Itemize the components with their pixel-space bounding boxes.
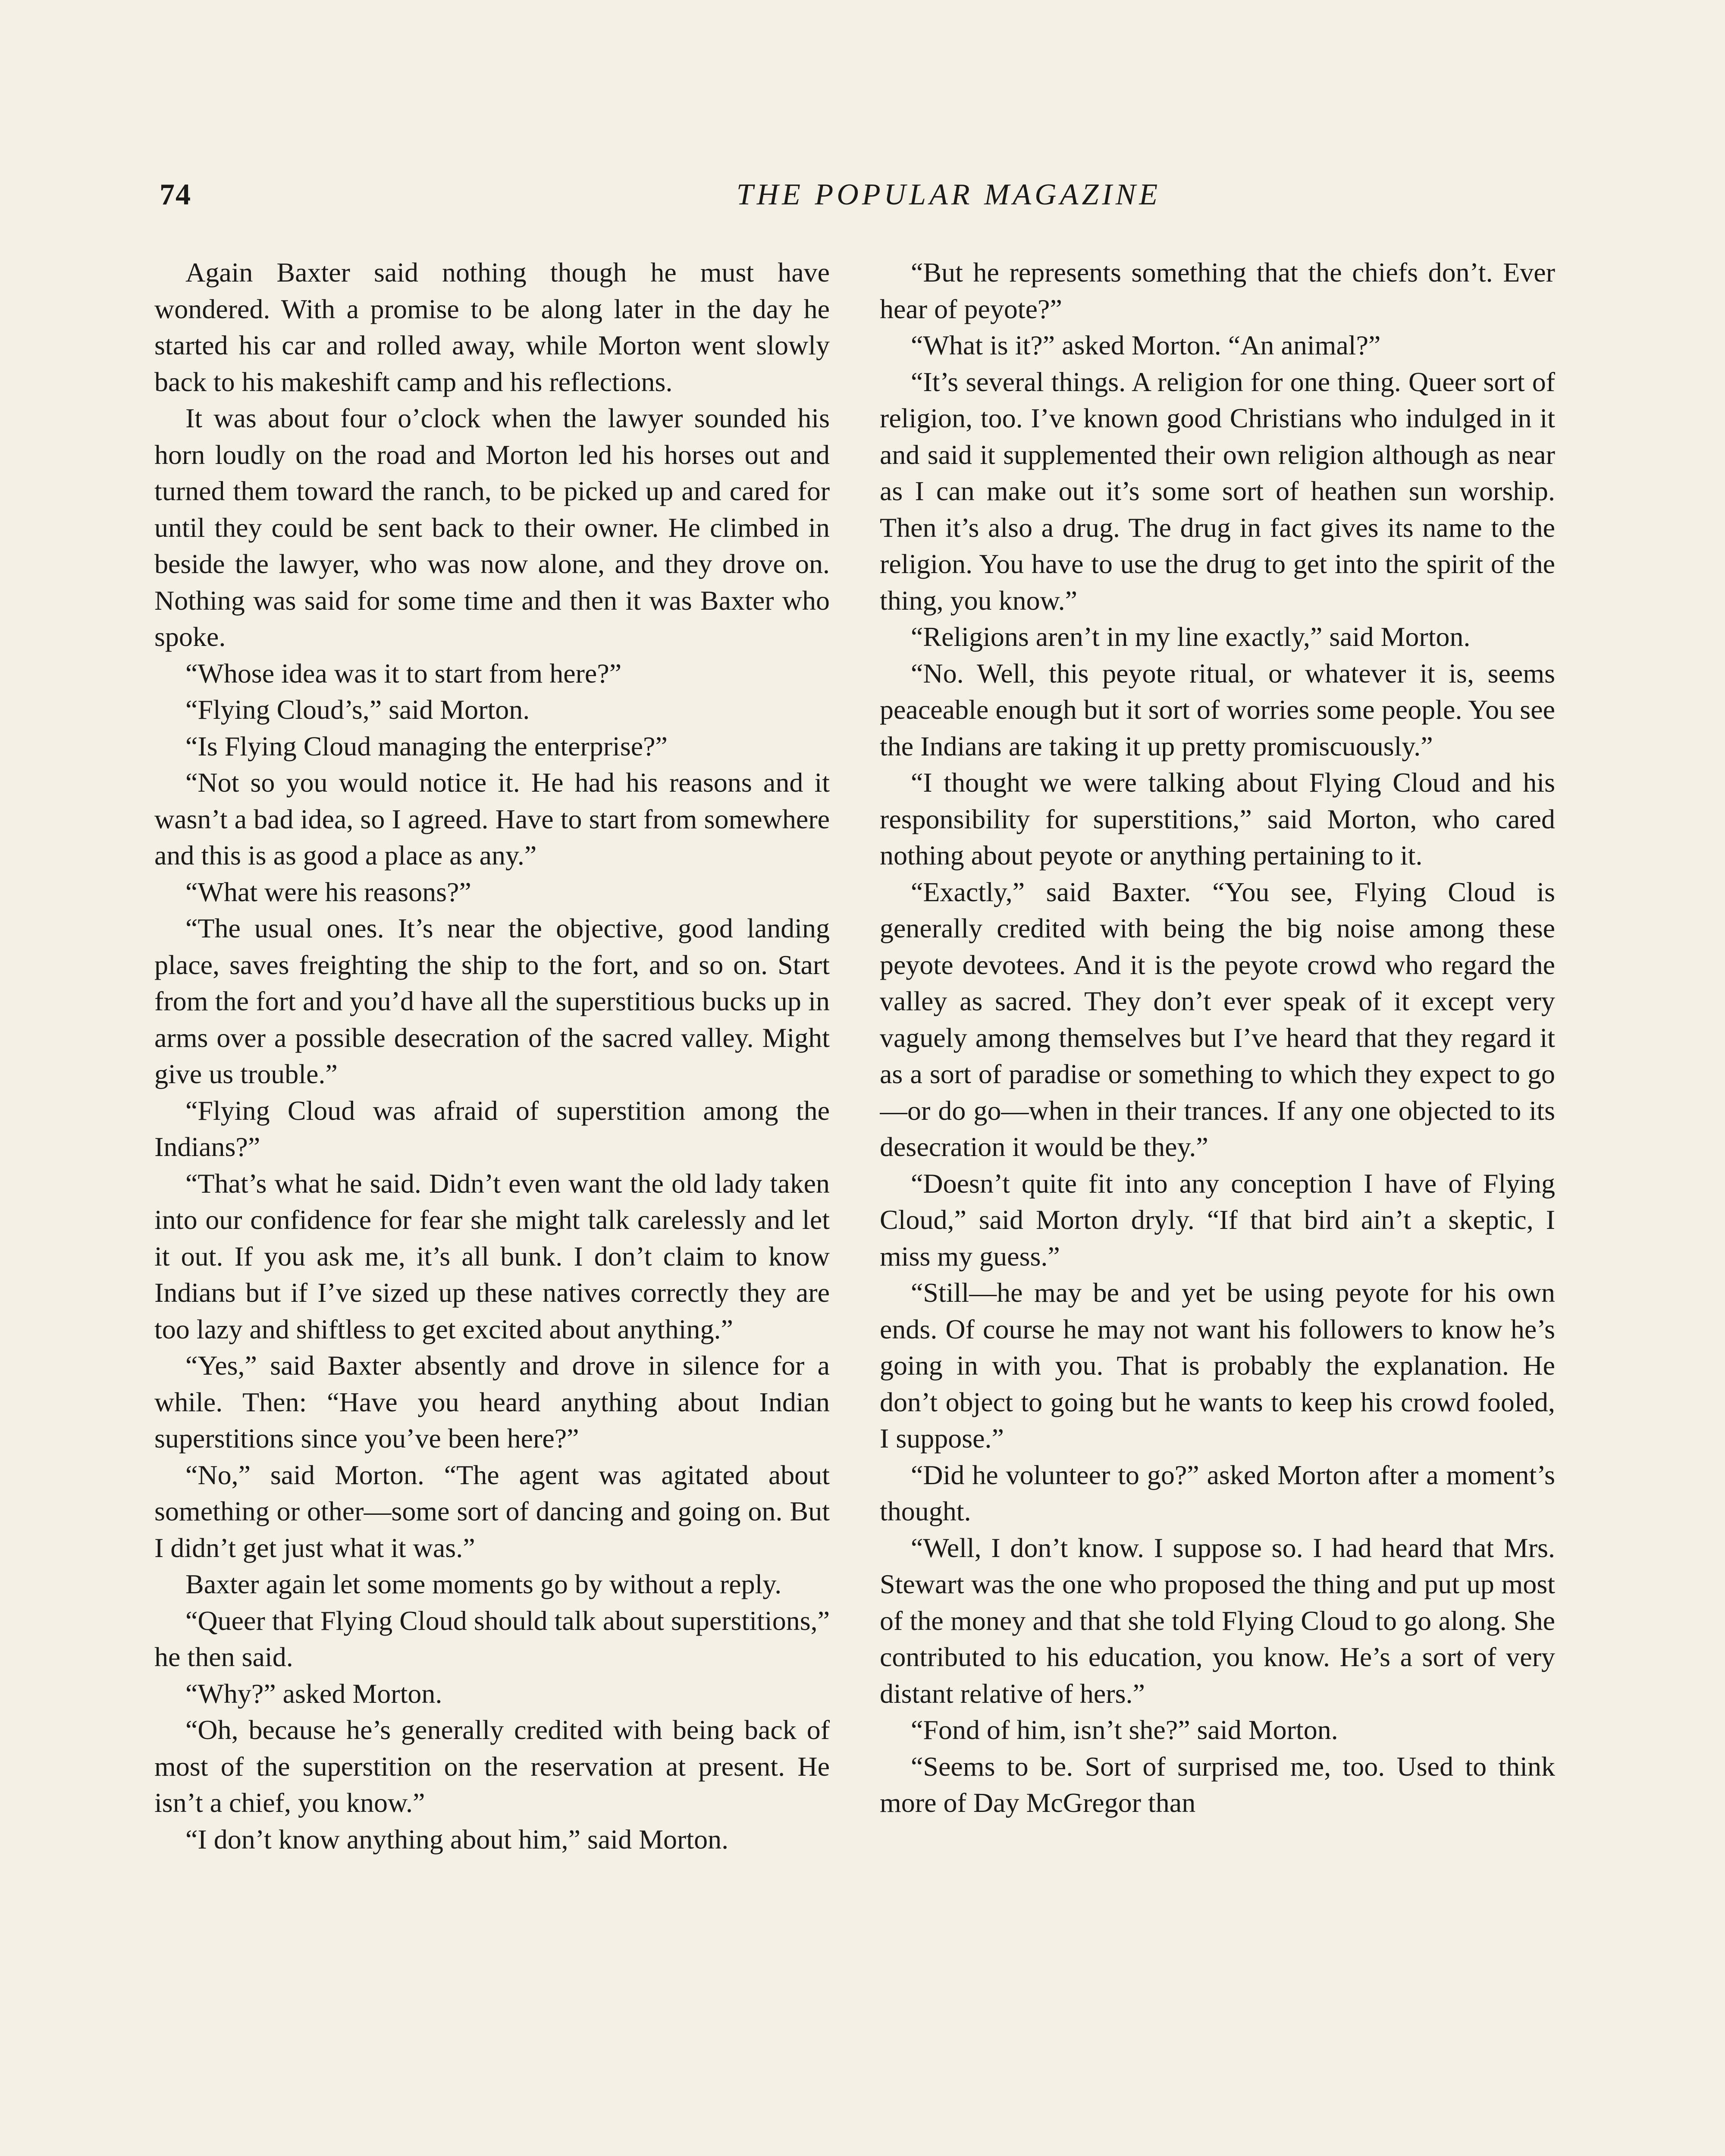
paragraph: “Fond of him, isn’t she?” said Morton. (911, 1714, 1338, 1745)
paragraph: “What were his reasons?” (185, 876, 471, 907)
paragraph: “Did he volunteer to go?” asked Morton after a moment’s thought. (880, 1459, 1555, 1526)
paragraph: “Is Flying Cloud managing the enterprise?” (185, 730, 668, 761)
left-column (154, 254, 830, 2156)
paragraph: “Well, I don’t know. I suppose so. I had heard that Mrs. Stewart was the one who proposed the thing and put up most of the money and that she told Flying Cloud to go along. She contributed to his education, you know. He’s a sort of very distant relative of hers.” (880, 1532, 1555, 1709)
paragraph: “I don’t know anything about him,” said Morton. (185, 1824, 729, 1855)
paragraph: “What is it?” asked Morton. “An animal?” (911, 330, 1381, 360)
paragraph: “Religions aren’t in my line exactly,” said Morton. (911, 621, 1471, 652)
running-head: THE POPULAR MAGAZINE (736, 178, 1161, 211)
paragraph: “But he represents something that the chiefs don’t. Ever hear of peyote?” (880, 257, 1555, 324)
paragraph: “Why?” asked Morton. (185, 1678, 442, 1709)
page-number: 74 (160, 178, 191, 211)
paragraph: “Flying Cloud’s,” said Morton. (185, 694, 530, 725)
paragraph: It was about four o’clock when the lawyer sounded his horn loudly on the road and Morton led his horses out and turned them toward the ranch, to be picked up and cared for until they could be sent back to their owner. He climbed in beside the lawyer, who was now alone, and they drove on. Nothing was said for some time and then it was Baxter who spoke. (154, 403, 830, 652)
paragraph: “Whose idea was it to start from here?” (185, 658, 622, 689)
paragraph: “That’s what he said. Didn’t even want the old lady taken into our confidence for fear she might talk carelessly and let it out. If you ask me, it’s all bunk. I don’t claim to know Indians but if I’ve sized up these natives correctly they are too lazy and shiftless to get excited about anything.” (154, 1168, 830, 1344)
paragraph: Baxter again let some moments go by without a reply. (185, 1569, 782, 1599)
paragraph: “I thought we were talking about Flying Cloud and his responsibility for superstitions,” said Morton, who cared nothing about peyote or anything pertaining to it. (880, 767, 1555, 871)
right-column (880, 254, 1555, 2156)
paragraph: Again Baxter said nothing though he must have wondered. With a promise to be along later in the day he started his car and rolled away, while Morton went slowly back to his makeshift camp and his reflections. (154, 257, 830, 397)
paragraph: “Not so you would notice it. He had his reasons and it wasn’t a bad idea, so I agreed. Have to start from somewhere and this is as good a place as any.” (154, 767, 830, 871)
paragraph: “Flying Cloud was afraid of superstition among the Indians?” (154, 1095, 830, 1162)
paragraph: “Queer that Flying Cloud should talk about superstitions,” he then said. (154, 1605, 830, 1672)
paragraph: “No,” said Morton. “The agent was agitated about something or other—some sort of dancing and going on. But I didn’t get just what it was.” (154, 1459, 830, 1563)
paragraph: “No. Well, this peyote ritual, or whatever it is, seems peaceable enough but it sort of worries some people. You see the Indians are taking it up pretty promiscuously.” (880, 658, 1555, 761)
paragraph: “Oh, because he’s generally credited with being back of most of the superstition on the reservation at present. He isn’t a chief, you know.” (154, 1714, 830, 1818)
paragraph: “Yes,” said Baxter absently and drove in silence for a while. Then: “Have you heard anything about Indian superstitions since you’ve been here?” (154, 1350, 830, 1454)
paragraph: “The usual ones. It’s near the objective, good landing place, saves freighting the ship to the fort, and so on. Start from the fort and you’d have all the superstitious bucks up in arms over a possible desecration of the sacred valley. Might give us trouble.” (154, 913, 830, 1089)
paragraph: “Exactly,” said Baxter. “You see, Flying Cloud is generally credited with being the big noise among these peyote devotees. And it is the peyote crowd who regard the valley as sacred. They don’t ever speak of it except very vaguely among themselves but I’ve heard that they regard it as a sort of paradise or something to which they expect to go—or do go—when in their trances. If any one objected to its desecration it would be they.” (880, 876, 1555, 1162)
paragraph: “Still—he may be and yet be using peyote for his own ends. Of course he may not want his followers to know he’s going in with you. That is probably the explanation. He don’t object to going but he wants to keep his crowd fooled, I suppose.” (880, 1277, 1555, 1454)
paragraph: “It’s several things. A religion for one thing. Queer sort of religion, too. I’ve known good Christians who indulged in it and said it supplemented their own religion although as near as I can make out it’s some sort of heathen sun worship. Then it’s also a drug. The drug in fact gives its name to the religion. You have to use the drug to get into the spirit of the thing, you know.” (880, 366, 1555, 616)
paragraph: “Seems to be. Sort of surprised me, too. Used to think more of Day McGregor than (880, 1751, 1555, 1818)
paragraph: “Doesn’t quite fit into any conception I have of Flying Cloud,” said Morton dryly. “If that bird ain’t a skeptic, I miss my guess.” (880, 1168, 1555, 1272)
